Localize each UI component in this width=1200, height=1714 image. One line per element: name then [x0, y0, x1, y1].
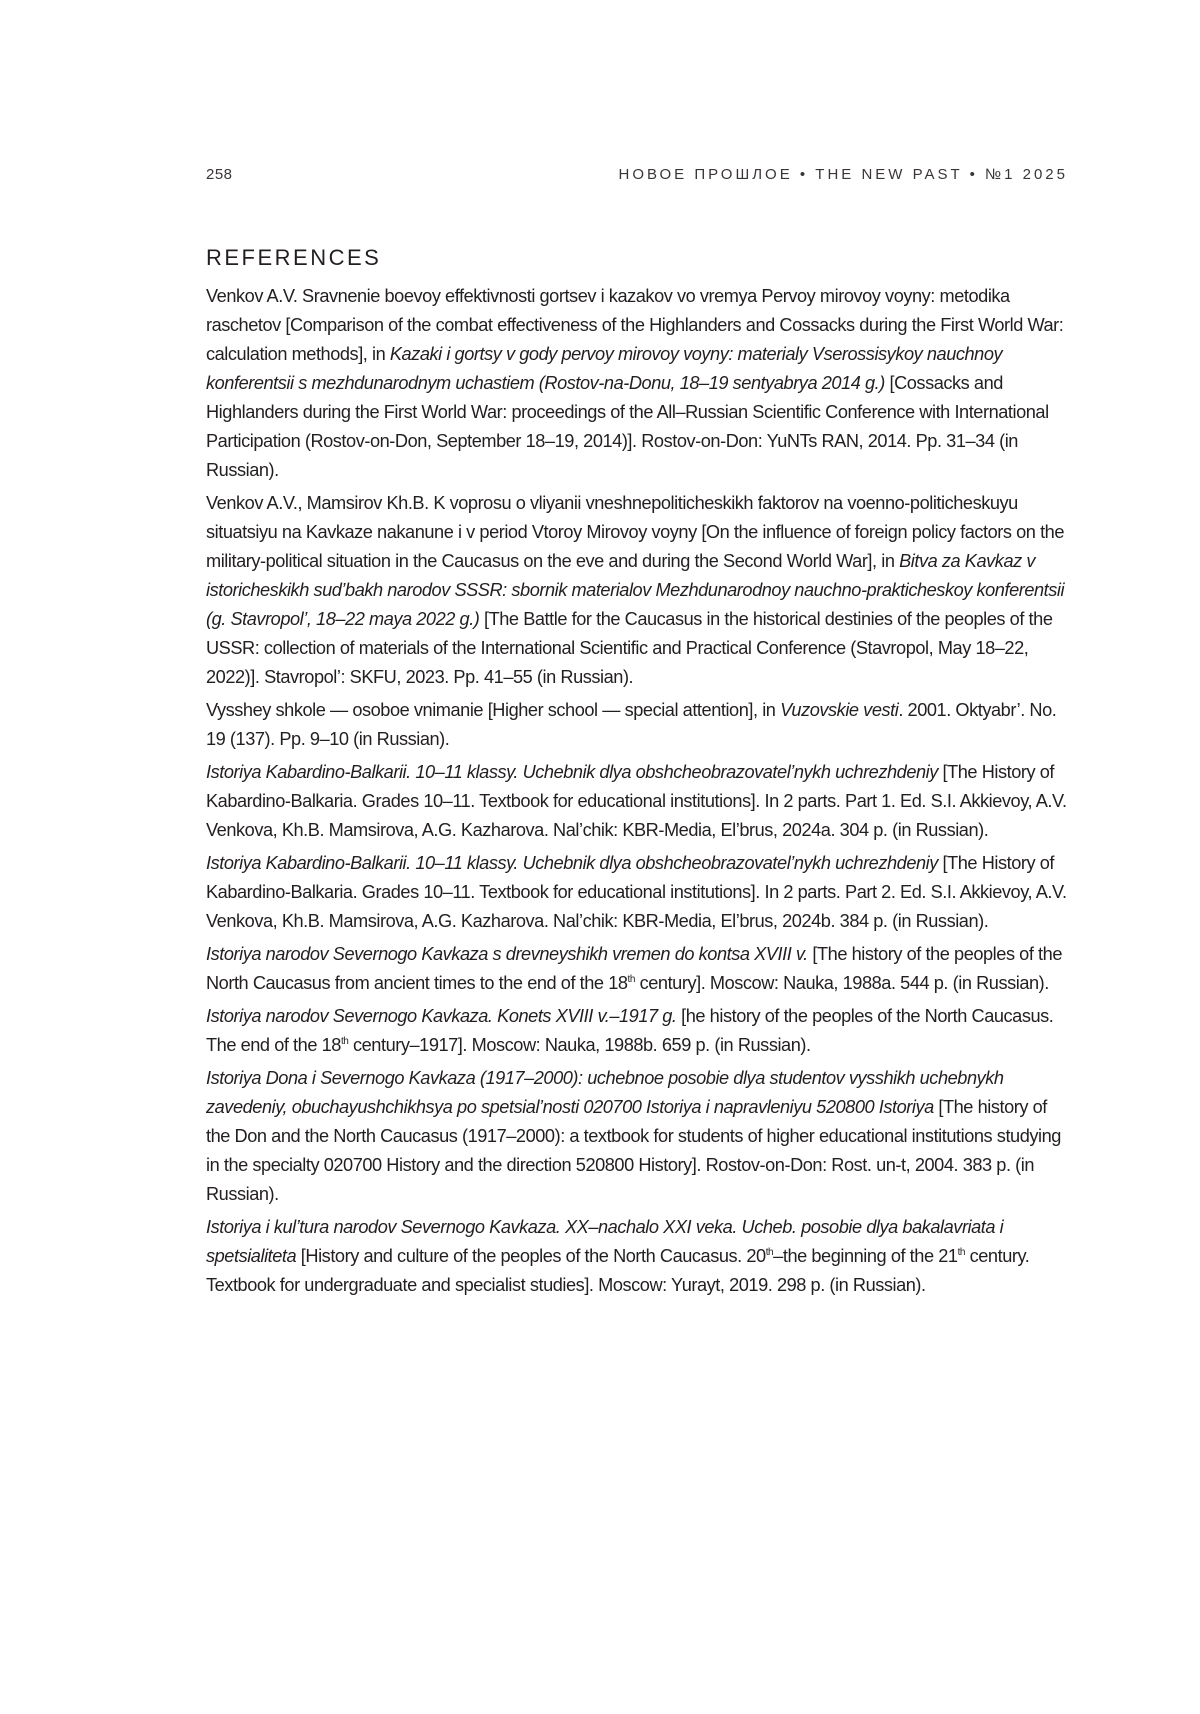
reference-title: Vuzovskie vesti: [780, 700, 898, 720]
reference-text: –the beginning of the 21: [773, 1246, 957, 1266]
reference-text: [Cossacks and Highlanders during the First World War: proceedings of the All–Russian Scientific Conference with International Participation (Rostov-on-Don, September 18–19, 2014)]. Rostov-on-Don: YuNTs RAN, 2014. Pp. 31–34 (in Russian).: [206, 373, 1049, 480]
reference-title: Bitva za Kavkaz v istoricheskikh sud’bakh narodov SSSR: sbornik materialov Mezhdunarodnoy nauchno-prakticheskoy konferentsii (g. Stavropol’, 18–22 maya 2022 g.): [206, 551, 1064, 629]
reference-title: Istoriya Dona i Severnogo Kavkaza (1917–2000): uchebnoe posobie dlya studentov vysshikh uchebnykh zavedeniy, obuchayushchikhsya po spetsial’nosti 020700 Istoriya i napravleniyu 520800 Istoriya: [206, 1068, 1004, 1117]
document-page: [0, 0, 1200, 1714]
reference-text: [The history of the peoples of the North Caucasus from ancient times to the end of the 18: [206, 944, 1062, 993]
reference-text: [The Battle for the Caucasus in the historical destinies of the peoples of the USSR: collection of materials of the International Scientific and Practical Conference (Stavropol, May 18–22, 2022)]. Stavropol’: SKFU, 2023. Pp. 41–55 (in Russian).: [206, 609, 1052, 687]
ordinal-suffix: th: [958, 1247, 965, 1258]
reference-text: Venkov A.V. Sravnenie boevoy effektivnosti gortsev i kazakov vo vremya Pervoy mirovoy voyny: metodika raschetov [Comparison of the combat effectiveness of the Highlanders and Cossacks during the First World War: calculation methods], in: [206, 286, 1063, 364]
reference-title: Istoriya Kabardino-Balkarii. 10–11 klassy. Uchebnik dlya obshcheobrazovatel’nykh uchrezhdeniy: [206, 762, 938, 782]
reference-text: century. Textbook for undergraduate and specialist studies]. Moscow: Yurayt, 2019. 298 p. (in Russian).: [206, 1246, 1029, 1295]
reference-text: century–1917]. Moscow: Nauka, 1988b. 659 p. (in Russian).: [348, 1035, 810, 1055]
reference-list: [206, 282, 1068, 1300]
ordinal-suffix: th: [766, 1247, 773, 1258]
reference-entry: [206, 489, 1068, 692]
reference-entry: [206, 758, 1068, 845]
ordinal-suffix: th: [341, 1036, 348, 1047]
reference-entry: [206, 1064, 1068, 1209]
journal-title: НОВОЕ ПРОШЛОЕ • THE NEW PAST • №1 2025: [618, 166, 1068, 183]
running-header: [206, 166, 1068, 190]
reference-entry: [206, 282, 1068, 485]
reference-title: Istoriya narodov Severnogo Kavkaza s drevneyshikh vremen do kontsa XVIII v.: [206, 944, 808, 964]
reference-entry: [206, 1002, 1068, 1060]
reference-text: [The History of Kabardino-Balkaria. Grades 10–11. Textbook for educational institutions]. In 2 parts. Part 1. Ed. S.I. Akkievoy, A.V. Venkova, Kh.B. Mamsirova, A.G. Kazharova. Nal’chik: KBR-Media, El’brus, 2024a. 304 p. (in Russian).: [206, 762, 1067, 840]
section-heading: REFERENCES: [206, 244, 1068, 272]
references-section: [206, 244, 1068, 1304]
reference-entry: [206, 849, 1068, 936]
reference-text: [he history of the peoples of the North Caucasus. The end of the 18: [206, 1006, 1053, 1055]
ordinal-suffix: th: [628, 974, 635, 985]
reference-title: Istoriya narodov Severnogo Kavkaza. Konets XVIII v.–1917 g.: [206, 1006, 677, 1026]
page-number: 258: [206, 166, 233, 183]
reference-text: [The history of the Don and the North Caucasus (1917–2000): a textbook for students of higher educational institutions studying in the specialty 020700 History and the direction 520800 History]. Rostov-on-Don: Rost. un-t, 2004. 383 p. (in Russian).: [206, 1097, 1061, 1204]
reference-entry: [206, 696, 1068, 754]
reference-text: Venkov A.V., Mamsirov Kh.B. K voprosu o vliyanii vneshnepoliticheskikh faktorov na voenno-politicheskuyu situatsiyu na Kavkaze nakanune i v period Vtoroy Mirovoy voyny [On the influence of foreign policy factors on the military-political situation in the Caucasus on the eve and during the Second World War], in: [206, 493, 1064, 571]
reference-title: Istoriya Kabardino-Balkarii. 10–11 klassy. Uchebnik dlya obshcheobrazovatel’nykh uchrezhdeniy: [206, 853, 938, 873]
reference-text: [History and culture of the peoples of the North Caucasus. 20: [296, 1246, 766, 1266]
reference-title: Istoriya i kul’tura narodov Severnogo Kavkaza. XX–nachalo XXI veka. Ucheb. posobie dlya bakalavriata i spetsialiteta: [206, 1217, 1003, 1266]
reference-entry: [206, 1213, 1068, 1300]
reference-text: century]. Moscow: Nauka, 1988a. 544 p. (in Russian).: [635, 973, 1049, 993]
reference-title: Kazaki i gortsy v gody pervoy mirovoy voyny: materialy Vserossisykoy nauchnoy konferentsii s mezhdunarodnym uchastiem (Rostov-na-Donu, 18–19 sentyabrya 2014 g.): [206, 344, 1002, 393]
reference-text: . 2001. Oktyabr’. No. 19 (137). Pp. 9–10 (in Russian).: [206, 700, 1056, 749]
reference-text: [The History of Kabardino-Balkaria. Grades 10–11. Textbook for educational institutions]. In 2 parts. Part 2. Ed. S.I. Akkievoy, A.V. Venkova, Kh.B. Mamsirova, A.G. Kazharova. Nal’chik: KBR-Media, El’brus, 2024b. 384 p. (in Russian).: [206, 853, 1067, 931]
reference-entry: [206, 940, 1068, 998]
reference-text: Vysshey shkole — osoboe vnimanie [Higher school — special attention], in: [206, 700, 780, 720]
